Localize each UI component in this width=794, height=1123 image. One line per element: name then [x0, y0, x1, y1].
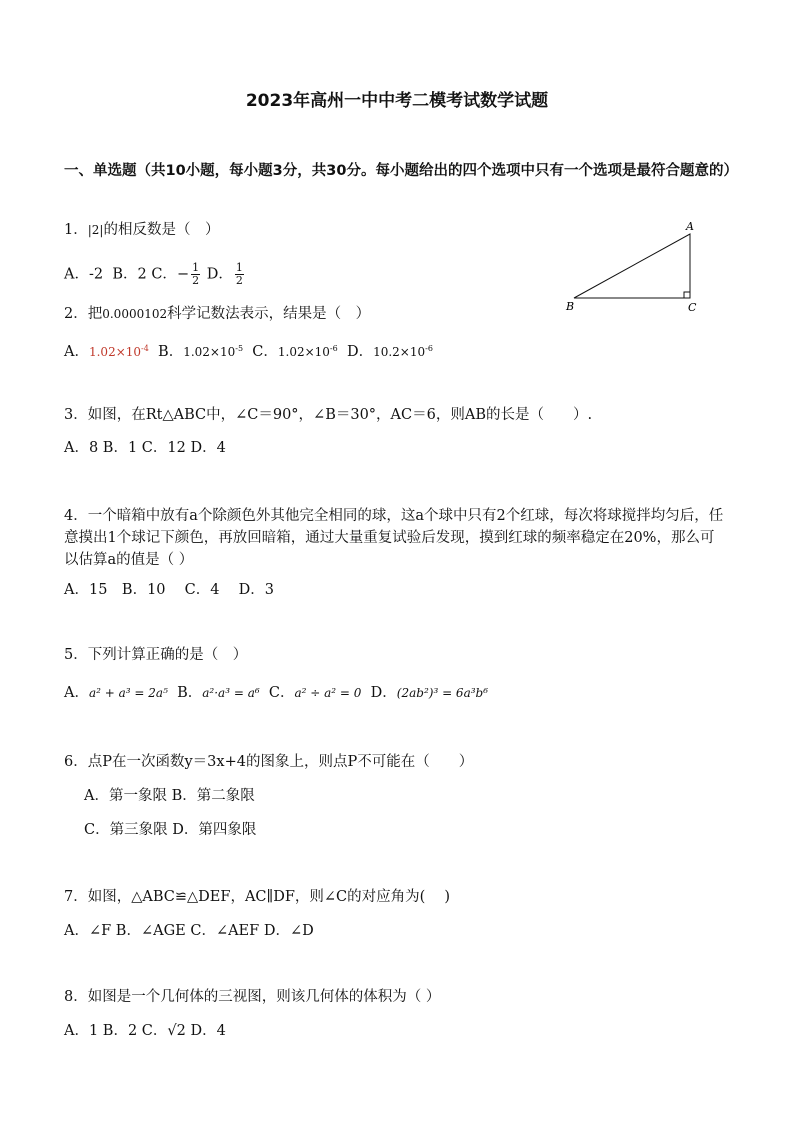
option-b-expression: a²·a³ = a⁶ [202, 686, 260, 700]
option-c-expression: a² ÷ a² = 0 [294, 686, 362, 700]
question-3-stem: 3．如图，在Rt△ABC中，∠C＝90°，∠B＝30°，AC＝6，则AB的长是（ ）. [64, 407, 593, 423]
question-4-stem: 4．一个暗箱中放有a个除颜色外其他完全相同的球，这a个球中只有2个红球，每次将球搅拌均匀后，任意摸出1个球记下颜色，再放回暗箱，通过大量重复试验后发现，摸到红球的频率稳定在20%，那么可以估算a的值是（ ） [64, 508, 724, 568]
question-2-stem: 2．把0.0000102科学记数法表示，结果是（ ） [64, 306, 371, 322]
option-d-value: $10.2\times 10^{-6}$ [373, 344, 433, 359]
vertex-a-label: A [686, 220, 694, 233]
vertex-c-label: C [688, 301, 697, 314]
option-b-value: $1.02\times 10^{-5}$ [183, 344, 244, 359]
fraction-d: $\frac{1}{2}$ [235, 261, 243, 287]
question-1-options: A．-2 B．2 C．− $\frac{1}{2}$ D． $\frac{1}{2}$ [64, 261, 243, 287]
option-d-expression: (2ab²)³ = 6a³b⁶ [396, 686, 489, 700]
question-3-options: A．8 B．1 C．12 D．4 [64, 440, 226, 456]
option-c-value: $1.02\times 10^{-6}$ [277, 344, 338, 359]
question-8-options: A．1 B．2 C．√2 D．4 [64, 1023, 226, 1039]
question-1-stem: 1．|2|的相反数是（ ） [64, 222, 220, 238]
question-5-stem: 5．下列计算正确的是（ ） [64, 647, 248, 663]
abs-value: |2| [87, 223, 104, 237]
question-2-options: A．$1.02\times 10^{-4}$ B．$1.02\times 10^{-5}$ C．$1.02\times 10^{-6}$ D．$10.2\times 10^{-6}$ [64, 344, 433, 360]
question-6-options-row-1: A．第一象限 B．第二象限 [84, 788, 255, 804]
right-triangle-figure [560, 218, 710, 318]
question-5-options: A．a² + a³ = 2a⁵ B．a²·a³ = a⁶ C．a² ÷ a² = 0 D．(2ab²)³ = 6a³b⁶ [64, 685, 489, 701]
question-7-stem: 7．如图，△ABC≌△DEF，AC∥DF，则∠C的对应角为( ) [64, 889, 451, 905]
question-4-options: A．15 B．10 C．4 D．3 [64, 582, 274, 598]
question-7-options: A．∠F B．∠AGE C．∠AEF D．∠D [64, 923, 314, 939]
option-a-value: $1.02\times 10^{-4}$ [88, 344, 149, 359]
section-heading: 一、单选题（共10小题，每小题3分，共30分。每小题给出的四个选项中只有一个选项是最符合题意的） [64, 163, 738, 179]
option-a-expression: a² + a³ = 2a⁵ [88, 686, 168, 700]
question-8-stem: 8．如图是一个几何体的三视图，则该几何体的体积为（ ） [64, 989, 441, 1005]
question-6-stem: 6．点P在一次函数y＝3x+4的图象上，则点P不可能在（ ） [64, 754, 474, 770]
question-6-options-row-2: C．第三象限 D．第四象限 [84, 822, 257, 838]
fraction-c: $\frac{1}{2}$ [192, 261, 200, 287]
right-angle-mark [684, 292, 690, 298]
vertex-b-label: B [566, 300, 575, 313]
triangle-shape [574, 234, 690, 298]
page-title: 2023年高州一中中考二模考试数学试题 [245, 91, 549, 111]
